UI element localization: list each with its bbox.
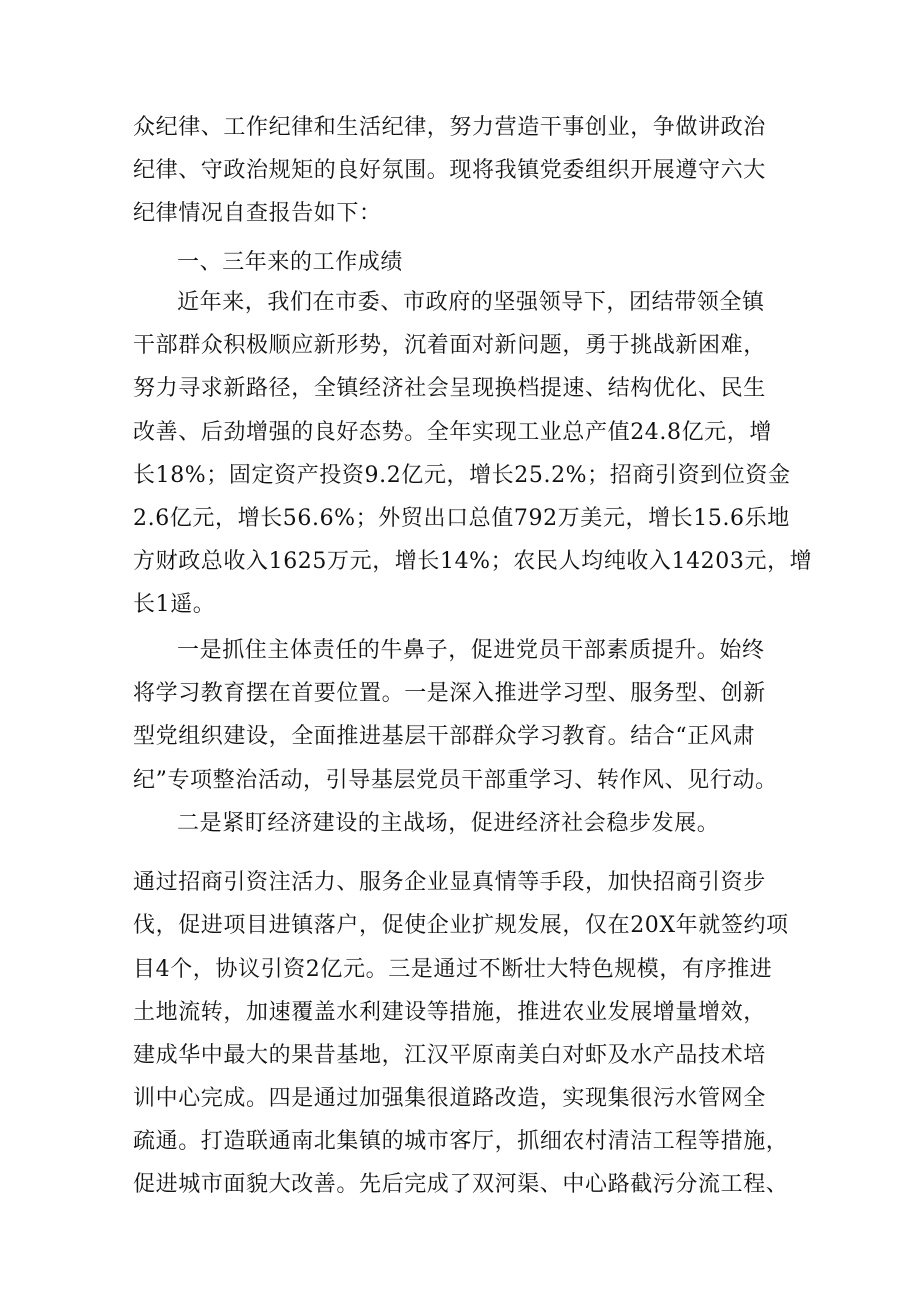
text-line: 长1遥。 [133, 592, 216, 617]
text-line: 将学习教育摆在首要位置。一是深入推进学习型、服务型、创新 [133, 681, 766, 706]
text-line: 伐，促进项目进镇落户，促使企业扩规发展，仅在20X年就签约项 [133, 913, 789, 938]
text-line: 建成华中最大的果昔基地，江汉平原南美白对虾及水产品技术培 [133, 1043, 766, 1068]
section-heading: 一、三年来的工作成绩 [177, 250, 404, 275]
text-line: 纪律情况自查报告如下： [133, 201, 382, 226]
text-line: 近年来，我们在市委、市政府的坚强领导下，团结带领全镇 [177, 290, 765, 315]
text-line: 二是紧盯经济建设的主战场，促进经济社会稳步发展。 [177, 811, 720, 836]
text-line: 纪”专项整治活动，引导基层党员干部重学习、转作风、见行动。 [133, 768, 778, 793]
text-line: 纪律、守政治规矩的良好氛围。现将我镇党委组织开展遵守六大 [133, 158, 766, 183]
text-line: 疏通。打造联通南北集镇的城市客厅，抓细农村清洁工程等措施， [133, 1129, 789, 1154]
text-line: 2.6亿元，增长56.6%；外贸出口总值792万美元，增长15.6乐地 [133, 506, 790, 531]
text-line: 目4个，协议引资2亿元。三是通过不断壮大特色规模，有序推进 [133, 957, 773, 982]
text-line: 型党组织建设，全面推进基层干部群众学习教育。结合“正风肃 [133, 724, 756, 749]
text-line: 方财政总收入1625万元，增长14%；农民人均纯收入14203元，增 [133, 549, 813, 574]
text-line: 改善、后劲增强的良好态势。全年实现工业总产值24.8亿元，增 [133, 420, 772, 445]
text-line: 努力寻求新路径，全镇经济社会呈现换档提速、结构优化、民生 [133, 376, 766, 401]
text-line: 训中心完成。四是通过加强集很道路改造，实现集很污水管网全 [133, 1086, 766, 1111]
text-line: 促进城市面貌大改善。先后完成了双河渠、中心路截污分流工程、 [133, 1172, 789, 1197]
text-line: 干部群众积极顺应新形势，沉着面对新问题，勇于挑战新困难， [133, 333, 766, 358]
text-line: 长18%；固定资产投资9.2亿元，增长25.2%；招商引资到位资金 [133, 463, 791, 488]
text-line: 土地流转，加速覆盖水利建设等措施，推进农业发展增量增效， [133, 1000, 766, 1025]
text-line: 通过招商引资注活力、服务企业显真情等手段，加快招商引资步 [133, 870, 766, 895]
text-line: 一是抓住主体责任的牛鼻子，促进党员干部素质提升。始终 [177, 638, 765, 663]
text-line: 众纪律、工作纪律和生活纪律，努力营造干事创业，争做讲政治 [133, 115, 766, 140]
